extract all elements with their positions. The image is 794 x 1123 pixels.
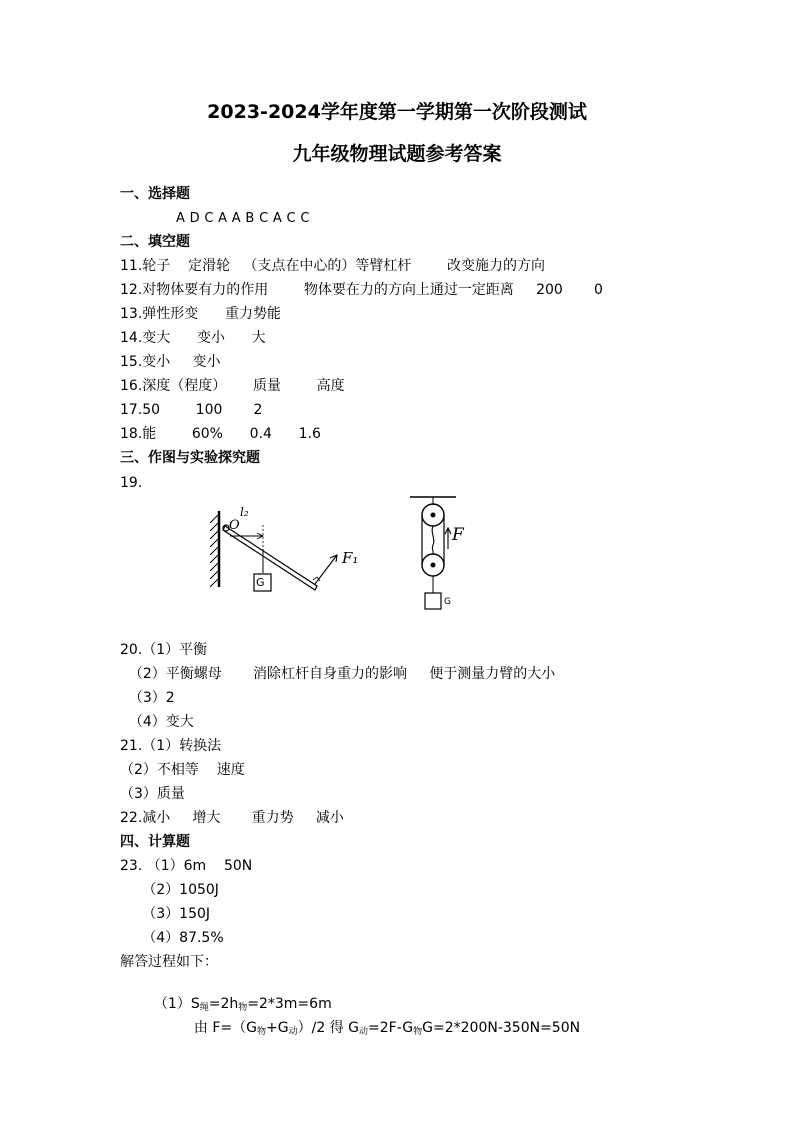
- step2-sub-1: 物: [257, 1027, 267, 1037]
- answer-18: 18.能 60% 0.4 1.6: [120, 426, 321, 442]
- process-label: 解答过程如下：: [120, 954, 218, 970]
- step1-prefix: （1）S: [153, 996, 200, 1012]
- section-choice-heading: 一、选择题: [120, 186, 190, 202]
- answer-21-2: （2）不相等 速度: [120, 762, 245, 778]
- section-calc-heading: 四、计算题: [120, 834, 190, 850]
- step2-part-c: ）/2 得 G: [297, 1020, 359, 1036]
- step2-sub-3: 动: [359, 1027, 369, 1037]
- step2-sub-4: 物: [413, 1027, 423, 1037]
- arm-label: l₂: [240, 505, 249, 519]
- step1-end: =2*3m=6m: [247, 996, 332, 1012]
- answer-13: 13.弹性形变 重力势能: [120, 306, 281, 322]
- choice-answers: A D C A A B C A C C: [176, 211, 310, 226]
- answer-12: 12.对物体要有力的作用 物体要在力的方向上通过一定距离 200 0: [120, 282, 603, 298]
- answer-21-3: （3）质量: [120, 786, 185, 802]
- lever-force-label: F₁: [342, 549, 359, 567]
- step2-part-d: =2F-G: [368, 1020, 414, 1036]
- document-subtitle: 九年级物理试题参考答案: [292, 143, 502, 165]
- pulley-weight-label: G: [444, 597, 451, 607]
- pulley-diagram: [400, 493, 480, 618]
- answer-20-4: （4）变大: [120, 714, 194, 730]
- pivot-label: O: [229, 518, 240, 533]
- step2-part-e: G=2*200N-350N=50N: [422, 1020, 581, 1036]
- answer-11: 11.轮子 定滑轮 （支点在中心的）等臂杠杆 改变施力的方向: [120, 258, 546, 274]
- answer-23-4: （4）87.5%: [120, 930, 224, 946]
- lever-diagram: [205, 495, 365, 600]
- answer-20-2: （2）平衡螺母 消除杠杆自身重力的影响 便于测量力臂的大小: [120, 666, 556, 682]
- answer-23-2: （2）1050J: [120, 882, 219, 898]
- step2-part-b: +G: [266, 1020, 289, 1036]
- question-19-number: 19.: [120, 475, 143, 491]
- answer-21-1: 21.（1）转换法: [120, 738, 222, 754]
- step2-sub-2: 动: [288, 1027, 298, 1037]
- step1-mid: =2h: [208, 996, 239, 1012]
- answer-17: 17.50 100 2: [120, 402, 263, 418]
- pulley-force-label: F: [452, 525, 464, 545]
- answer-20-1: 20.（1）平衡: [120, 642, 208, 658]
- step1-sub-object: 物: [238, 1003, 248, 1013]
- section-experiment-heading: 三、作图与实验探究题: [120, 450, 260, 466]
- answer-14: 14.变大 变小 大: [120, 330, 266, 346]
- step2-part-a: 由 F=（G: [193, 1020, 257, 1036]
- answer-16: 16.深度（程度） 质量 高度: [120, 378, 345, 394]
- answer-23-3: （3）150J: [120, 906, 211, 922]
- section-fill-heading: 二、填空题: [120, 234, 190, 250]
- process-step-2: [185, 1001, 580, 1037]
- answer-20-3: （3）2: [120, 690, 175, 706]
- document-title: 2023-2024学年度第一学期第一次阶段测试: [207, 101, 587, 123]
- answer-23-1: 23. （1）6m 50N: [120, 858, 253, 874]
- step1-sub-rope: 绳: [199, 1003, 209, 1013]
- answer-15: 15.变小 变小: [120, 354, 221, 370]
- lever-weight-label: G: [256, 576, 265, 589]
- answer-22: 22.减小 增大 重力势 减小: [120, 810, 344, 826]
